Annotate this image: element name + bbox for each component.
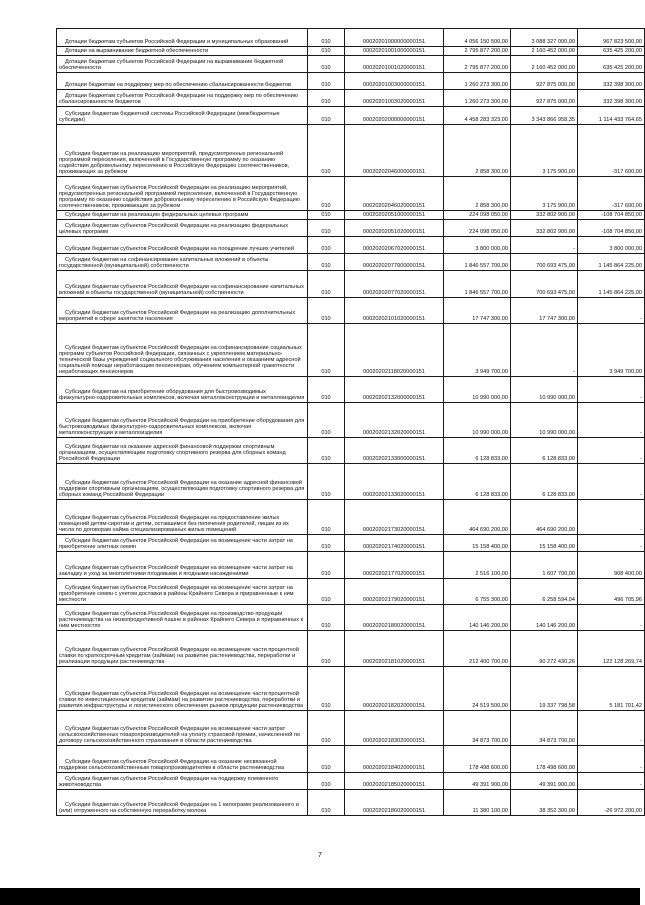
row-name-cell: Субсидии бюджетам субъектов Российской Федерации на возмещение части процентной ставки по краткосрочным кредитам (займам) на развитие растениеводства, переработки и реализации продукции растениеводства <box>57 631 308 667</box>
table-row <box>57 746 645 773</box>
row-name-cell: Дотации на выравнивание бюджетной обеспеченности <box>57 47 308 56</box>
row-kbk-cell: 00020202183020000151 <box>345 711 444 746</box>
row-value1-cell: 11 380 100,00 <box>444 790 511 816</box>
row-value1-cell: 10 990 000,00 <box>444 403 511 438</box>
row-kbk-cell: 00020202051020000151 <box>345 220 444 237</box>
row-code-cell: 010 <box>308 237 345 254</box>
row-kbk-cell: 00020202185020000151 <box>345 773 444 790</box>
row-name-cell: Субсидии бюджетам на реализацию мероприятий, предусмотренных региональной программой переселения, включенной в Государственную программу по оказанию содействия добровольному переселению в Российскую Федерацию соотечественников, проживающих за рубежом <box>57 125 308 177</box>
row-value3-cell: - <box>578 464 645 500</box>
row-kbk-cell: 00020202133000000151 <box>345 438 444 464</box>
row-value2-cell: 700 693 475,00 <box>511 254 578 271</box>
row-kbk-cell: 00020202046020000151 <box>345 177 444 211</box>
row-name-cell: Субсидии бюджетам субъектов Российской Федерации на возмещение части процентной ставки по инвестиционным кредитам (займам) на развитие растениеводства, переработки и развития инфраструктуры и логистического обеспечения рынков продукции растениеводства <box>57 667 308 711</box>
row-kbk-cell: 00020202118020000151 <box>345 324 444 377</box>
row-name-cell: Субсидии бюджетам субъектов Российской Федерации на софинансирование социальных программ субъектов Российской Федерации, связанных с укреплением материально-технической базы учреждений социального обслуживания населения и оказанием адресной социальной помощи неработающим пенсионерам, обучением компьютерной грамотности неработающих пенсионеров <box>57 324 308 377</box>
row-code-cell: 010 <box>308 211 345 220</box>
row-value2-cell: - <box>511 237 578 254</box>
row-code-cell: 010 <box>308 324 345 377</box>
row-code-cell: 010 <box>308 177 345 211</box>
row-value1-cell: 24 519 500,00 <box>444 667 511 711</box>
row-value1-cell: 6 128 833,00 <box>444 464 511 500</box>
row-value3-cell: 1 145 864 225,00 <box>578 271 645 298</box>
row-value3-cell: 3 800 000,00 <box>578 237 645 254</box>
table-row <box>57 47 645 56</box>
row-kbk-cell: 00020202000000000151 <box>345 107 444 125</box>
row-name-cell: Субсидии бюджетам субъектов Российской Федерации на приобретение оборудования для быстровозводимых физкультурно-оздоровительных комплексов, включая металлоконструкции и металлоизделия <box>57 403 308 438</box>
row-value3-cell: - <box>578 605 645 631</box>
table-row <box>57 90 645 107</box>
table-row <box>57 773 645 790</box>
row-value3-cell: - <box>578 298 645 324</box>
row-value1-cell: 1 260 273 300,00 <box>444 90 511 107</box>
row-kbk-cell: 00020202174020000151 <box>345 535 444 552</box>
row-value1-cell: 17 747 300,00 <box>444 298 511 324</box>
row-name-cell: Субсидии бюджетам на софинансирование капитальных вложений в объекты государственной (муниципальной) собственности <box>57 254 308 271</box>
row-value2-cell: 34 873 700,00 <box>511 711 578 746</box>
row-kbk-cell: 00020202132020000151 <box>345 403 444 438</box>
row-name-cell: Дотации бюджетам на поддержку мер по обеспечению сбалансированности бюджетов <box>57 73 308 90</box>
table-row <box>57 254 645 271</box>
table-row <box>57 631 645 667</box>
row-value2-cell: 3 175 900,00 <box>511 125 578 177</box>
row-name-cell: Субсидии бюджетам субъектов Российской Федерации на производство продукции растениеводства на низкопродуктивной пашне в районах Крайнего Севера и приравненных к ним местностях <box>57 605 308 631</box>
row-value1-cell: 1 846 557 700,00 <box>444 271 511 298</box>
row-value1-cell: 2 795 877 200,00 <box>444 56 511 73</box>
row-value3-cell: 3 949 700,00 <box>578 324 645 377</box>
row-kbk-cell: 00020201001000000151 <box>345 47 444 56</box>
table-row <box>57 500 645 535</box>
row-code-cell: 010 <box>308 579 345 605</box>
row-value1-cell: 2 516 100,00 <box>444 552 511 579</box>
row-value2-cell: 332 802 900,00 <box>511 211 578 220</box>
row-value2-cell: 90 272 430,26 <box>511 631 578 667</box>
row-value3-cell: - <box>578 535 645 552</box>
table-row <box>57 667 645 711</box>
row-code-cell: 010 <box>308 464 345 500</box>
row-name-cell: Субсидии бюджетам субъектов Российской Федерации на возмещение части затрат на приобретение элитных семян <box>57 535 308 552</box>
row-value2-cell: 332 802 900,00 <box>511 220 578 237</box>
row-value1-cell: 3 800 000,00 <box>444 237 511 254</box>
row-name-cell: Субсидии бюджетам субъектов Российской Федерации на реализацию мероприятий, предусмотренных региональной программой переселения, включенной в Государственную программу по оказанию содействия добровольному переселению в Российскую Федерацию соотечественников, проживающих за рубежом <box>57 177 308 211</box>
row-value3-cell: - <box>578 746 645 773</box>
row-name-cell: Субсидии бюджетам субъектов Российской Федерации на оказание адресной финансовой поддержки спортивным организациям, осуществляющим подготовку спортивного резерва для сборных команд Российской Федерации <box>57 464 308 500</box>
row-value2-cell: 10 990 000,00 <box>511 377 578 403</box>
row-value3-cell: -317 600,00 <box>578 177 645 211</box>
row-value3-cell: -317 600,00 <box>578 125 645 177</box>
row-value1-cell: 224 098 050,00 <box>444 220 511 237</box>
row-value1-cell: 224 098 050,00 <box>444 211 511 220</box>
row-value2-cell: 1 607 700,00 <box>511 552 578 579</box>
row-value1-cell: 6 755 300,00 <box>444 579 511 605</box>
row-value1-cell: 464 690 200,00 <box>444 500 511 535</box>
table-row <box>57 29 645 47</box>
row-value2-cell: 700 693 475,00 <box>511 271 578 298</box>
row-kbk-cell: 00020202067020000151 <box>345 237 444 254</box>
row-kbk-cell: 00020202179020000151 <box>345 579 444 605</box>
row-name-cell: Субсидии бюджетам субъектов Российской Федерации на поощрение лучших учителей <box>57 237 308 254</box>
row-code-cell: 010 <box>308 271 345 298</box>
row-kbk-cell: 00020201003000000151 <box>345 73 444 90</box>
row-kbk-cell: 00020201001020000151 <box>345 56 444 73</box>
row-code-cell: 010 <box>308 125 345 177</box>
row-value3-cell: - <box>578 500 645 535</box>
table-row <box>57 403 645 438</box>
row-code-cell: 010 <box>308 73 345 90</box>
table-row <box>57 464 645 500</box>
row-value1-cell: 2 795 877 200,00 <box>444 47 511 56</box>
row-code-cell: 010 <box>308 773 345 790</box>
row-value3-cell: 908 400,00 <box>578 552 645 579</box>
row-value1-cell: 4 458 283 323,00 <box>444 107 511 125</box>
row-value2-cell: 15 158 400,00 <box>511 535 578 552</box>
table-row <box>57 220 645 237</box>
row-value2-cell: 2 160 452 000,00 <box>511 47 578 56</box>
table-row <box>57 237 645 254</box>
row-name-cell: Субсидии бюджетам субъектов Российской Федерации на возмещение части затрат на закладку и уход за многолетними плодовыми и ягодными насаждениями <box>57 552 308 579</box>
row-value3-cell: -108 704 850,00 <box>578 211 645 220</box>
row-value1-cell: 3 949 700,00 <box>444 324 511 377</box>
table-row <box>57 324 645 377</box>
row-name-cell: Субсидии бюджетам субъектов Российской Федерации на софинансирование капитальных вложений в объекты государственной (муниципальной) собственности <box>57 271 308 298</box>
row-value2-cell: 10 990 000,00 <box>511 403 578 438</box>
row-name-cell: Дотации бюджетам субъектов Российской Федерации на поддержку мер по обеспечению сбалансированности бюджетов <box>57 90 308 107</box>
row-code-cell: 010 <box>308 298 345 324</box>
row-name-cell: Субсидии бюджетам на оказание адресной финансовой поддержки спортивным организациям, осуществляющим подготовку спортивного резерва для сборных команд Российской Федерации <box>57 438 308 464</box>
row-name-cell: Субсидии бюджетам на реализацию федеральных целевых программ <box>57 211 308 220</box>
row-value3-cell: 635 425 200,00 <box>578 47 645 56</box>
row-value1-cell: 34 873 700,00 <box>444 711 511 746</box>
row-code-cell: 010 <box>308 47 345 56</box>
row-code-cell: 010 <box>308 220 345 237</box>
row-code-cell: 010 <box>308 605 345 631</box>
row-name-cell: Субсидии бюджетам субъектов Российской Федерации на возмещение части затрат сельскохозяйственных товаропроизводителей на уплату страховой премии, начисленной по договору сельскохозяйственного страхования в области растениеводства <box>57 711 308 746</box>
row-value1-cell: 4 056 150 500,00 <box>444 29 511 47</box>
row-kbk-cell: 00020202077020000151 <box>345 271 444 298</box>
row-kbk-cell: 00020202181020000151 <box>345 631 444 667</box>
row-kbk-cell: 00020202180020000151 <box>345 605 444 631</box>
row-kbk-cell: 00020201000000000151 <box>345 29 444 47</box>
row-kbk-cell: 00020202132000000151 <box>345 377 444 403</box>
row-value2-cell: 2 160 452 000,00 <box>511 56 578 73</box>
row-value2-cell: 464 690 200,00 <box>511 500 578 535</box>
row-value2-cell: 6 258 594,04 <box>511 579 578 605</box>
table-row <box>57 377 645 403</box>
table-row <box>57 790 645 816</box>
row-value3-cell: -108 704 850,00 <box>578 220 645 237</box>
budget-table-body <box>57 29 645 816</box>
table-row <box>57 125 645 177</box>
row-name-cell: Субсидии бюджетам субъектов Российской Федерации на реализацию дополнительных мероприятий в сфере занятости населения <box>57 298 308 324</box>
row-value1-cell: 10 990 000,00 <box>444 377 511 403</box>
row-value2-cell: 6 128 833,00 <box>511 438 578 464</box>
row-value3-cell: 967 823 500,00 <box>578 29 645 47</box>
row-code-cell: 010 <box>308 500 345 535</box>
row-value2-cell: 3 088 327 000,00 <box>511 29 578 47</box>
row-name-cell: Субсидии бюджетам субъектов Российской Федерации на оказание несвязанной поддержки сельскохозяйственным товаропроизводителям в области растениеводства <box>57 746 308 773</box>
table-row <box>57 73 645 90</box>
row-kbk-cell: 00020202184020000151 <box>345 746 444 773</box>
row-value3-cell: -26 972 200,00 <box>578 790 645 816</box>
row-value3-cell: 5 181 701,42 <box>578 667 645 711</box>
table-row <box>57 177 645 211</box>
table-row <box>57 535 645 552</box>
row-value3-cell: - <box>578 403 645 438</box>
row-value1-cell: 2 858 300,00 <box>444 177 511 211</box>
row-kbk-cell: 00020202077000000151 <box>345 254 444 271</box>
row-code-cell: 010 <box>308 746 345 773</box>
row-code-cell: 010 <box>308 552 345 579</box>
row-code-cell: 010 <box>308 667 345 711</box>
row-code-cell: 010 <box>308 254 345 271</box>
row-name-cell: Субсидии бюджетам бюджетной системы Российской Федерации (межбюджетные субсидии) <box>57 107 308 125</box>
row-value1-cell: 140 146 200,00 <box>444 605 511 631</box>
row-value3-cell: 122 128 269,74 <box>578 631 645 667</box>
page-number: 7 <box>318 852 322 859</box>
table-row <box>57 107 645 125</box>
table-row <box>57 271 645 298</box>
row-value2-cell: 49 391 900,00 <box>511 773 578 790</box>
row-value1-cell: 178 498 600,00 <box>444 746 511 773</box>
row-kbk-cell: 00020202177020000151 <box>345 552 444 579</box>
row-value3-cell: - <box>578 438 645 464</box>
row-kbk-cell: 00020202101020000151 <box>345 298 444 324</box>
row-value2-cell: 3 175 900,00 <box>511 177 578 211</box>
row-kbk-cell: 00020201003020000151 <box>345 90 444 107</box>
row-code-cell: 010 <box>308 403 345 438</box>
row-value2-cell: 38 352 300,00 <box>511 790 578 816</box>
row-value2-cell: 3 343 866 958,35 <box>511 107 578 125</box>
row-value1-cell: 1 846 557 700,00 <box>444 254 511 271</box>
row-code-cell: 010 <box>308 631 345 667</box>
row-code-cell: 010 <box>308 790 345 816</box>
row-code-cell: 010 <box>308 107 345 125</box>
table-row <box>57 579 645 605</box>
row-value2-cell: 6 128 833,00 <box>511 464 578 500</box>
row-name-cell: Субсидии бюджетам субъектов Российской Федерации на предоставление жилых помещений детям-сиротам и детям, оставшимся без попечения родителей, лицам из их числа по договорам найма специализированных жилых помещений <box>57 500 308 535</box>
table-row <box>57 56 645 73</box>
row-value3-cell: 332 398 300,00 <box>578 73 645 90</box>
row-value1-cell: 49 391 900,00 <box>444 773 511 790</box>
row-value1-cell: 212 400 700,00 <box>444 631 511 667</box>
scan-border <box>0 888 640 905</box>
row-code-cell: 010 <box>308 535 345 552</box>
row-code-cell: 010 <box>308 29 345 47</box>
row-value3-cell: 1 145 864 225,00 <box>578 254 645 271</box>
row-kbk-cell: 00020202051000000151 <box>345 211 444 220</box>
row-value3-cell: - <box>578 711 645 746</box>
row-value2-cell: 178 498 600,00 <box>511 746 578 773</box>
row-code-cell: 010 <box>308 377 345 403</box>
row-name-cell: Субсидии бюджетам субъектов Российской Федерации на возмещение части затрат на приобретение семян с учетом доставки в районы Крайнего Севера и приравненные к ним местности <box>57 579 308 605</box>
row-kbk-cell: 00020202182020000151 <box>345 667 444 711</box>
row-value3-cell: - <box>578 377 645 403</box>
row-value2-cell: 17 747 300,00 <box>511 298 578 324</box>
row-value2-cell: 927 875 000,00 <box>511 90 578 107</box>
row-name-cell: Дотации бюджетам субъектов Российской Федерации и муниципальных образований <box>57 29 308 47</box>
row-value3-cell: 1 114 433 764,65 <box>578 107 645 125</box>
budget-table <box>56 28 645 816</box>
table-row <box>57 552 645 579</box>
row-value3-cell: - <box>578 773 645 790</box>
row-name-cell: Субсидии бюджетам субъектов Российской Федерации на реализацию федеральных целевых программ <box>57 220 308 237</box>
row-value1-cell: 2 858 300,00 <box>444 125 511 177</box>
row-value2-cell: 140 146 200,00 <box>511 605 578 631</box>
row-kbk-cell: 00020202133020000151 <box>345 464 444 500</box>
row-name-cell: Субсидии бюджетам субъектов Российской Федерации на 1 килограмм реализованного и (или) отгруженного на собственную переработку молока <box>57 790 308 816</box>
row-kbk-cell: 00020202186020000151 <box>345 790 444 816</box>
row-value2-cell: 19 337 798,58 <box>511 667 578 711</box>
row-code-cell: 010 <box>308 90 345 107</box>
table-row <box>57 605 645 631</box>
row-name-cell: Субсидии бюджетам субъектов Российской Федерации на поддержку племенного животноводства <box>57 773 308 790</box>
row-code-cell: 010 <box>308 711 345 746</box>
row-value3-cell: 496 705,96 <box>578 579 645 605</box>
row-value1-cell: 1 260 273 300,00 <box>444 73 511 90</box>
table-row <box>57 298 645 324</box>
row-code-cell: 010 <box>308 438 345 464</box>
table-row <box>57 211 645 220</box>
row-kbk-cell: 00020202173020000151 <box>345 500 444 535</box>
row-value2-cell: - <box>511 324 578 377</box>
row-code-cell: 010 <box>308 56 345 73</box>
row-name-cell: Дотации бюджетам субъектов Российской Федерации на выравнивание бюджетной обеспеченности <box>57 56 308 73</box>
row-value2-cell: 927 875 000,00 <box>511 73 578 90</box>
row-name-cell: Субсидии бюджетам на приобретение оборудования для быстровозводимых физкультурно-оздоровительных комплексов, включая металлоконструкции и металлоизделия <box>57 377 308 403</box>
table-row <box>57 711 645 746</box>
row-value1-cell: 15 158 400,00 <box>444 535 511 552</box>
row-value1-cell: 6 128 833,00 <box>444 438 511 464</box>
row-value3-cell: 332 398 300,00 <box>578 90 645 107</box>
table-row <box>57 438 645 464</box>
row-kbk-cell: 00020202046000000151 <box>345 125 444 177</box>
row-value3-cell: 635 425 200,00 <box>578 56 645 73</box>
